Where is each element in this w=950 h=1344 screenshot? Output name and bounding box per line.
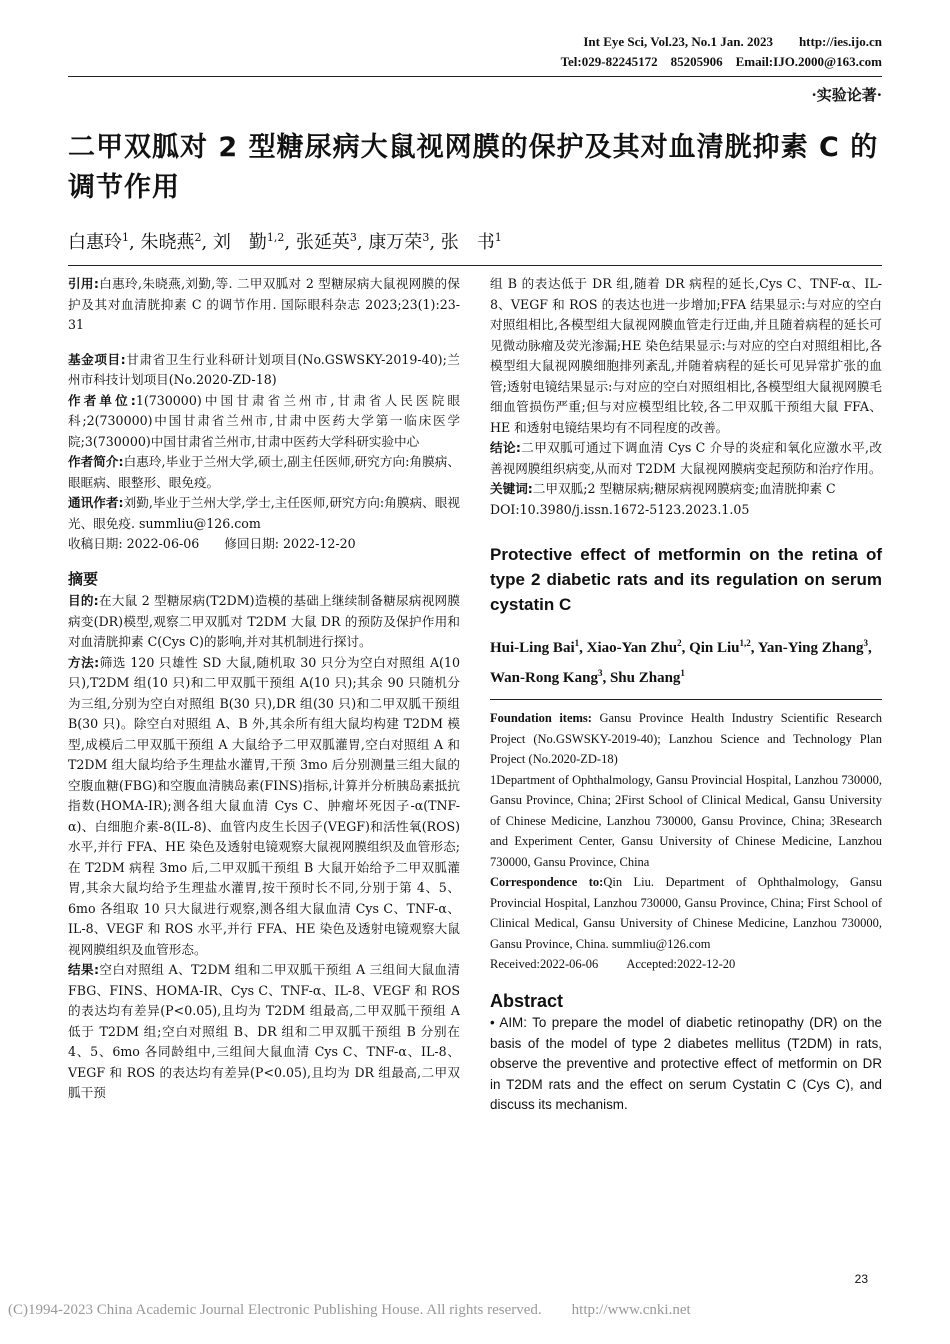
keywords [490,479,882,500]
author: 刘 勤 [212,232,267,253]
doi: DOI:10.3980/j.issn.1672-5123.2023.1.05 [490,501,750,517]
en-dates [490,954,882,975]
en-author: Wan-Rong Kang [490,670,598,686]
received-dates: 收稿日期: 2022-06-06 修回日期: 2022-12-20 [68,536,356,551]
en-author: Yan-Ying Zhang [757,640,864,656]
corresponding-author [68,493,460,534]
english-title: Protective effect of metformin on the retina of type 2 diabetic rats and its regulation on serum cystatin C [490,545,882,614]
en-author: Shu Zhang [609,670,681,686]
author-affil-sup: 1 [494,231,502,244]
en-aim: • AIM: To prepare the model of diabetic retinopathy (DR) on the basis of the model of type 2 diabetes mellitus (T2DM) in rats, observe the preventive and protective effect of metformin on DR in T2DM rats and the effect on serum Cystatin C (Cys C), and discuss its mechanism. [490,1015,882,1112]
conclusion-label: 结论: [490,440,521,455]
fund-text: 甘肃省卫生行业科研计划项目(No.GSWSKY-2019-40);兰州市科技计划项目(No.2020-ZD-18) [68,351,460,387]
en-abstract-heading: Abstract [490,990,564,1011]
abstract-heading: 摘要 [68,569,99,588]
corr-text: 刘勤,毕业于兰州大学,学士,主任医师,研究方向:角膜病、眼视光、眼免疫. summliu@126.com [68,495,460,531]
author-affil-sup: 2 [194,231,202,244]
author-affil-sup: 1,2 [266,231,285,244]
journal-contact: Tel:029-82245172 85205906 Email:IJO.2000@163.com [560,54,882,69]
objective [68,591,460,653]
affil-label: 作者单位: [68,392,136,408]
journal-header: Int Eye Sci, Vol.23, No.1 Jan. 2023 http://ies.ijo.cn [583,34,882,49]
right-column [490,274,882,1116]
author-affil-sup: 3 [422,231,430,244]
header-rule [68,76,882,77]
results-text: 空白对照组 A、T2DM 组和二甲双胍干预组 A 三组间大鼠血清 FBG、FINS、HOMA-IR、Cys C、TNF-α、IL-8、VEGF 和 ROS 的表达均有差异(P<0.05),且均为 T2DM 组最高,二甲双胍干预组 A 低于 T2DM 组;空白对照组 B、DR 组和二甲双胍干预组 B 分别在 4、5、6mo 各同龄组中,三组间大鼠血清 Cys C、TNF-α、IL-8、VEGF 和 ROS 的表达均有差异(P<0.05),且均为 DR 组最高,二甲双胍干预 [68,962,460,1100]
citation-text: 白惠玲,朱晓燕,刘勤,等. 二甲双胍对 2 型糖尿病大鼠视网膜的保护及其对血清胱抑素 C 的调节作用. 国际眼科杂志 2023;23(1):23-31 [68,276,460,332]
objective-text: 在大鼠 2 型糖尿病(T2DM)造模的基础上继续制备糖尿病视网膜病变(DR)模型,观察二甲双胍对 T2DM 大鼠 DR 的预防及保护作用和对血清胱抑素 C(Cys C)的影响,并对其机制进行探讨。 [68,593,460,649]
section-label: ·实验论著· [811,86,882,104]
bio-text: 白惠玲,毕业于兰州大学,硕士,副主任医师,研究方向:角膜病、眼眶病、眼整形、眼免疫。 [68,454,460,490]
english-rule [490,699,882,700]
author-affil-sup: 1 [122,231,129,244]
citation-label: 引用: [68,276,99,291]
en-author: Qin Liu [689,640,740,656]
results [68,960,460,1104]
affil-text: 1(730000)中国甘肃省兰州市,甘肃省人民医院眼科;2(730000)中国甘肃省兰州市,甘肃中医药大学第一临床医学院;3(730000)中国甘肃省兰州市,甘肃中医药大学科研实验中心 [68,392,460,449]
conclusion [490,438,882,479]
author: 张 书 [440,232,495,253]
en-received: Received:2022-06-06 [490,957,599,971]
en-author: Hui-Ling Bai [490,640,575,656]
en-affiliations: 1Department of Ophthalmology, Gansu Provincial Hospital, Lanzhou 730000, Gansu Province, China; 2First School of Clinical Medical, Gansu University of Chinese Medicine, Lanzhou 730000, Gansu Province, China; 3Research and Experiment Center, Gansu University of Chinese Medicine, Lanzhou 730000, Gansu Province, China [490,772,882,869]
affiliation [68,391,460,453]
en-author-sup: 1,2 [739,638,751,648]
keywords-text: 二甲双胍;2 型糖尿病;糖尿病视网膜病变;血清胱抑素 C [532,481,836,496]
methods-label: 方法: [68,654,100,670]
author: 张延英 [295,232,350,253]
en-accepted: Accepted:2022-12-20 [626,957,736,971]
page-number: 23 [854,1272,868,1286]
en-corr-text: Qin Liu. Department of Ophthalmology, Gansu Provincial Hospital, Lanzhou 730000, Gansu Province, China; First School of Clinical Medical, Gansu University of Chinese Medicine, Lanzhou 730000, Gansu Province, China. summliu@126.com [490,875,882,951]
en-author-sup: 3 [597,668,603,678]
conclusion-text: 二甲双胍可通过下调血清 Cys C 介导的炎症和氧化应激水平,改善视网膜组织病变,从而对 T2DM 大鼠视网膜病变起预防和治疗作用。 [490,440,882,476]
en-foundation [490,708,882,770]
author-bio [68,452,460,493]
citation [68,274,460,336]
en-fund-label: Foundation items: [490,711,592,725]
results-continued: 组 B 的表达低于 DR 组,随着 DR 病程的延长,Cys C、TNF-α、IL-8、VEGF 和 ROS 的表达也进一步增加;FFA 结果显示:与对应的空白对照组相比,各模型组大鼠视网膜血管走行迂曲,并且随着病程的延长可见微动脉瘤及荧光渗漏;HE 染色结果显示:与对应的空白对照组相比,各模型组大鼠视网膜细胞排列紊乱,并随着病程的延长可见异常扩张的血管;透射电镜结果显示:与对应的空白对照组相比,各模型组大鼠视网膜毛细血管损伤严重;但与对应模型组比较,各二甲双胍干预组大鼠 FFA、HE 和透射电镜结果均有不同程度的改善。 [490,276,882,435]
en-author-sup: 3 [863,638,868,648]
objective-label: 目的: [68,593,99,608]
en-author-sup: 1 [574,638,580,648]
corr-label: 通讯作者: [68,495,124,510]
english-authors: Hui-Ling Bai$^1$, Xiao-Yan Zhu$^2$, Qin Liu$^{1,2}$, Yan-Ying Zhang$^3$, Wan-Rong Kang$^3$, Shu Zhang$^1$ [490,638,872,686]
en-fund-text: Gansu Province Health Industry Scientific Research Project (No.GSWSKY-2019-40); Lanzhou Science and Technology Plan Project (No.2020-ZD-18) [490,711,883,766]
author-affil-sup: 3 [349,231,357,244]
results-label: 结果: [68,962,99,977]
author: 朱晓燕 [140,232,195,253]
en-corr-label: Correspondence to: [490,875,604,889]
en-author-sup: 2 [677,638,682,648]
copyright-watermark: (C)1994-2023 China Academic Journal Electronic Publishing House. All rights reserved. http://www.cnki.net [8,1302,691,1318]
left-column [68,274,460,1104]
author: 白惠玲 [68,232,122,253]
methods-text: 筛选 120 只雄性 SD 大鼠,随机取 30 只分为空白对照组 A(10 只),T2DM 组(10 只)和二甲双胍干预组 A(10 只);其余 90 只随机分为三组,分别为空白对照组 B(30 只),DR 组(30 只)和二甲双胍干预组 B(30 只)。除空白对照组 A、B 外,其余所有组大鼠均构建 T2DM 模型,成模后二甲双胍干预组 A 大鼠给予二甲双胍灌胃,空白对照组 A 和 T2DM 组大鼠均给予生理盐水灌胃,干预 3mo 后分别测量三组大鼠的空腹血糖(FBG)和空腹血清胰岛素(FINS)指标,计算并分析胰岛素抵抗指数(HOMA-IR);测各组大鼠血清 Cys C、肿瘤坏死因子-α(TNF-α)、白细胞介素-8(IL-8)、血管内皮生长因子(VEGF)和活性氧(ROS)水平,并行 FFA、HE 染色及透射电镜观察大鼠视网膜组织及血管形态;在 T2DM 病程 3mo 后,二甲双胍干预组 B 大鼠开始给予二甲双胍灌胃,其余大鼠均给予生理盐水灌胃,按干预时长不同,分别于第 4、5、6mo 各组取 10 只大鼠进行观察,测各组大鼠血清 Cys C、TNF-α、IL-8、VEGF 和 ROS 水平,并行 FFA、HE 染色及透射电镜观察大鼠视网膜组织及血管形态。 [68,654,460,957]
methods [68,653,460,961]
fund [68,350,460,391]
article-title: 二甲双胍对 2 型糖尿病大鼠视网膜的保护及其对血清胱抑素 C 的调节作用 [68,132,879,203]
author: 康万荣 [368,232,423,253]
en-author-sup: 1 [680,668,685,678]
author-list: 白惠玲$^1$, 朱晓燕$^2$, 刘 勤$^{1,2}$, 张延英$^3$, 康万荣$^3$, 张 书$^1$ [68,231,502,253]
bio-label: 作者简介: [68,454,124,469]
fund-label: 基金项目: [68,351,126,367]
keywords-label: 关键词: [490,481,533,496]
body-rule [68,265,882,266]
en-correspondence [490,872,882,954]
en-author: Xiao-Yan Zhu [586,640,678,656]
